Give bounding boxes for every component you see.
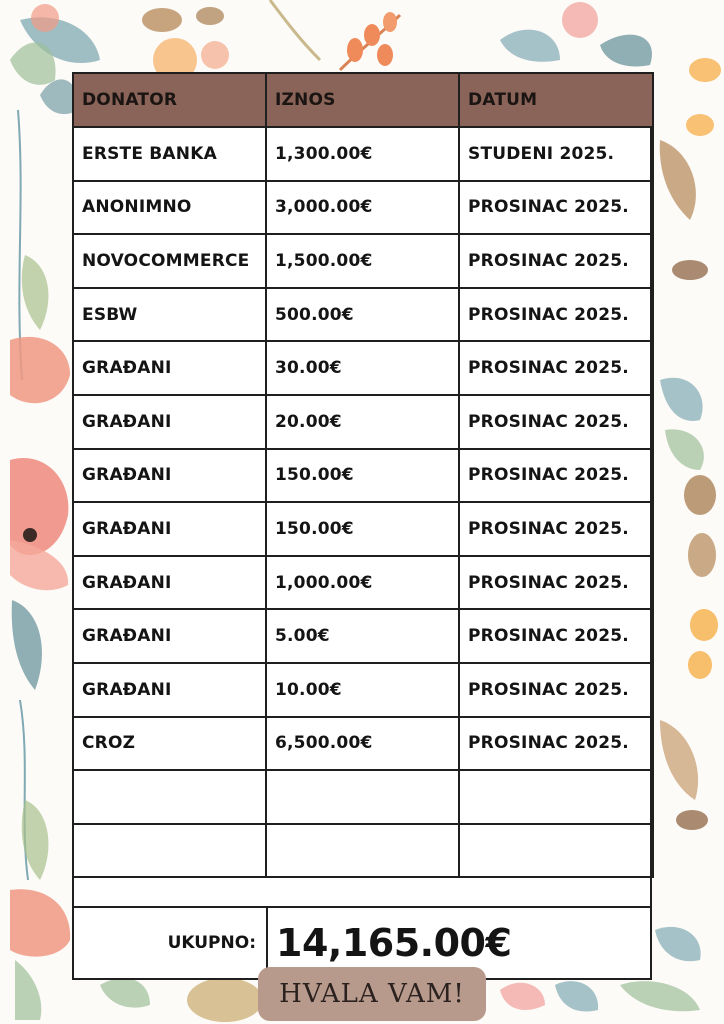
donator-cell: ERSTE BANKA bbox=[73, 127, 266, 181]
flower-icon bbox=[364, 24, 380, 46]
donator-cell: GRAĐANI bbox=[73, 609, 266, 663]
date-cell: PROSINAC 2025. bbox=[459, 609, 653, 663]
table-row bbox=[73, 181, 653, 235]
flower-icon bbox=[383, 12, 397, 32]
leaf-icon bbox=[142, 8, 182, 32]
leaf-icon bbox=[665, 429, 704, 470]
date-cell: PROSINAC 2025. bbox=[459, 556, 653, 610]
date-cell: PROSINAC 2025. bbox=[459, 288, 653, 342]
flower-icon bbox=[377, 44, 393, 66]
table-row-empty bbox=[73, 770, 653, 824]
date-cell: STUDENI 2025. bbox=[459, 127, 653, 181]
leaf-icon bbox=[500, 30, 560, 62]
flower-icon bbox=[347, 38, 363, 62]
donator-cell: NOVOCOMMERCE bbox=[73, 234, 266, 288]
donator-cell: GRAĐANI bbox=[73, 663, 266, 717]
amount-cell bbox=[266, 824, 459, 878]
table-row bbox=[73, 127, 653, 181]
table-row bbox=[73, 341, 653, 395]
date-cell bbox=[459, 770, 653, 824]
table-row bbox=[73, 717, 653, 771]
amount-cell: 1,500.00€ bbox=[266, 234, 459, 288]
total-label: UKUPNO: bbox=[167, 933, 256, 953]
branch-icon bbox=[270, 0, 320, 60]
table-row bbox=[73, 663, 653, 717]
date-cell: PROSINAC 2025. bbox=[459, 717, 653, 771]
table-row bbox=[73, 556, 653, 610]
table-row bbox=[73, 502, 653, 556]
donations-table bbox=[72, 72, 654, 878]
flower-icon bbox=[10, 889, 70, 956]
leaf-icon bbox=[660, 378, 703, 421]
leaf-icon bbox=[620, 981, 700, 1011]
table-row bbox=[73, 288, 653, 342]
leaf-icon bbox=[15, 960, 41, 1020]
leaf-icon bbox=[196, 7, 224, 25]
flower-icon bbox=[690, 609, 718, 641]
date-cell: PROSINAC 2025. bbox=[459, 341, 653, 395]
leaf-icon bbox=[187, 978, 263, 1022]
flower-icon bbox=[201, 41, 229, 69]
donator-cell: ANONIMNO bbox=[73, 181, 266, 235]
leaf-icon bbox=[555, 981, 598, 1011]
leaf-icon bbox=[676, 810, 708, 830]
date-cell bbox=[459, 824, 653, 878]
flower-icon bbox=[689, 58, 721, 82]
table-row bbox=[73, 449, 653, 503]
amount-cell: 150.00€ bbox=[266, 449, 459, 503]
table-row-empty bbox=[73, 824, 653, 878]
flower-icon bbox=[688, 651, 712, 679]
donator-cell: GRAĐANI bbox=[73, 502, 266, 556]
date-cell: PROSINAC 2025. bbox=[459, 181, 653, 235]
leaf-icon bbox=[100, 978, 150, 1008]
header-iznos: IZNOS bbox=[266, 73, 459, 127]
date-cell: PROSINAC 2025. bbox=[459, 395, 653, 449]
leaf-icon bbox=[688, 533, 716, 577]
flower-icon bbox=[500, 983, 545, 1010]
flower-icon bbox=[31, 4, 59, 32]
date-cell: PROSINAC 2025. bbox=[459, 449, 653, 503]
table-row bbox=[73, 609, 653, 663]
leaf-icon bbox=[672, 260, 708, 280]
header-donator: DONATOR bbox=[73, 73, 266, 127]
amount-cell bbox=[266, 770, 459, 824]
donator-cell: GRAĐANI bbox=[73, 395, 266, 449]
flower-icon bbox=[562, 2, 598, 38]
amount-cell: 30.00€ bbox=[266, 341, 459, 395]
table-row bbox=[73, 395, 653, 449]
date-cell: PROSINAC 2025. bbox=[459, 502, 653, 556]
leaf-icon bbox=[10, 43, 56, 85]
donator-cell bbox=[73, 770, 266, 824]
amount-cell: 6,500.00€ bbox=[266, 717, 459, 771]
amount-cell: 1,300.00€ bbox=[266, 127, 459, 181]
donator-cell bbox=[73, 824, 266, 878]
amount-cell: 500.00€ bbox=[266, 288, 459, 342]
donator-cell: ESBW bbox=[73, 288, 266, 342]
flower-icon bbox=[10, 458, 68, 555]
amount-cell: 150.00€ bbox=[266, 502, 459, 556]
amount-cell: 1,000.00€ bbox=[266, 556, 459, 610]
donator-cell: GRAĐANI bbox=[73, 556, 266, 610]
header-datum: DATUM bbox=[459, 73, 653, 127]
flower-icon bbox=[10, 337, 70, 403]
thank-you-banner: HVALA VAM! bbox=[258, 967, 486, 1021]
header-row bbox=[73, 73, 653, 127]
donator-cell: GRAĐANI bbox=[73, 341, 266, 395]
amount-cell: 10.00€ bbox=[266, 663, 459, 717]
amount-cell: 5.00€ bbox=[266, 609, 459, 663]
leaf-icon bbox=[660, 720, 698, 800]
table-row bbox=[73, 234, 653, 288]
leaf-icon bbox=[660, 140, 696, 220]
donator-cell: GRAĐANI bbox=[73, 449, 266, 503]
flower-icon bbox=[686, 114, 714, 136]
donator-cell: CROZ bbox=[73, 717, 266, 771]
leaf-icon bbox=[600, 35, 652, 67]
leaf-icon bbox=[655, 927, 701, 961]
flower-center-icon bbox=[23, 528, 37, 542]
amount-cell: 20.00€ bbox=[266, 395, 459, 449]
date-cell: PROSINAC 2025. bbox=[459, 663, 653, 717]
amount-cell: 3,000.00€ bbox=[266, 181, 459, 235]
leaf-icon bbox=[22, 255, 49, 330]
leaf-icon bbox=[684, 475, 716, 515]
date-cell: PROSINAC 2025. bbox=[459, 234, 653, 288]
leaf-icon bbox=[12, 600, 42, 690]
total-amount: 14,165.00€ bbox=[276, 921, 512, 965]
